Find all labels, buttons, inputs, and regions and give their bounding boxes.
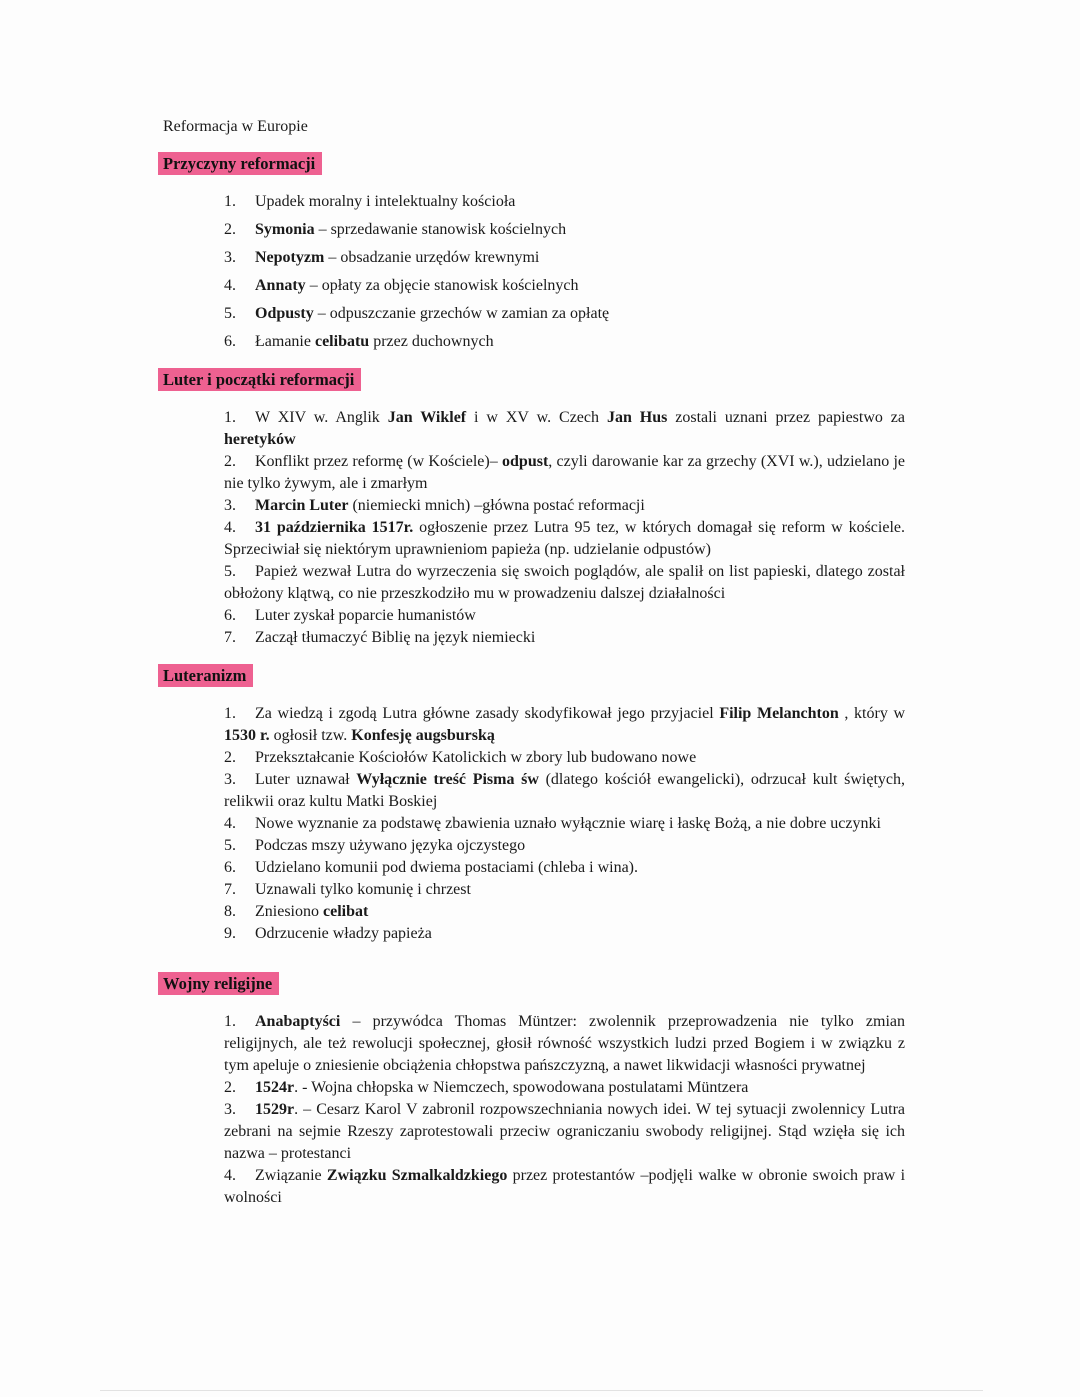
- list-item-text: Za wiedzą i zgodą Lutra główne zasady skodyfikował jego przyjaciel: [255, 705, 720, 722]
- list-item: [224, 517, 905, 561]
- list-item: [224, 703, 905, 747]
- list-item-text: – opłaty za objęcie stanowisk kościelnych: [305, 277, 579, 294]
- list-item-text: przez duchownych: [369, 333, 494, 350]
- list-item-text: , który w: [838, 705, 906, 722]
- list-item-text-bold: Symonia: [255, 221, 315, 238]
- list-item-text: Konflikt przez reformę (w Kościele)–: [255, 453, 503, 470]
- list-item-text: Luter uznawał: [255, 771, 357, 788]
- list-item-text: przez protestantów –podjęli walke w obronie swoich praw i wolności: [224, 1167, 906, 1206]
- list-item-text: (dlatego kościół ewangelicki), odrzucał kult świętych, relikwii oraz kultu Matki Boskiej: [224, 771, 906, 810]
- list-item-number: 4.: [224, 815, 236, 832]
- list-item: [224, 407, 905, 451]
- list-item: [224, 857, 905, 879]
- sections: [163, 152, 905, 1209]
- list-item-text-bold: 1530 r.: [224, 727, 270, 744]
- list-item-number: 2.: [224, 221, 236, 238]
- list-item: [224, 1077, 905, 1099]
- list-item: [224, 923, 905, 945]
- list-item: [224, 1011, 905, 1077]
- list-item-text: Podczas mszy używano języka ojczystego: [255, 837, 526, 854]
- list-item: [224, 813, 905, 835]
- document-section: [163, 152, 905, 353]
- list-item-text-bold: 1524r: [255, 1079, 295, 1096]
- list-item-text: (niemiecki mnich) –główna postać reformacji: [348, 497, 645, 514]
- list-item-number: 1.: [224, 409, 236, 426]
- list-item-number: 1.: [224, 193, 236, 210]
- list-item: [224, 1099, 905, 1165]
- list-item-number: 5.: [224, 837, 236, 854]
- document-section: [163, 972, 905, 1209]
- list-item: [224, 747, 905, 769]
- list-item-text: zostali uznani przez papiestwo za: [667, 409, 906, 426]
- list-item-text: Odrzucenie władzy papieża: [255, 925, 432, 942]
- list-item-number: 3.: [224, 771, 236, 788]
- section-heading-row: [163, 972, 905, 995]
- list-item-number: 5.: [224, 563, 236, 580]
- list-item: [224, 879, 905, 901]
- list-item-text-bold: Odpusty: [255, 305, 314, 322]
- list-item: [224, 275, 905, 297]
- list-item-number: 8.: [224, 903, 236, 920]
- list-item-text: Zniesiono: [255, 903, 323, 920]
- list-item: [224, 769, 905, 813]
- list-item-number: 2.: [224, 1079, 236, 1096]
- list-item-text: Udzielano komunii pod dwiema postaciami (chleba i wina).: [255, 859, 638, 876]
- list-item: [224, 191, 905, 213]
- list-item-text-bold: Marcin Luter: [255, 497, 349, 514]
- list-item-text-bold: heretyków: [224, 431, 296, 448]
- list-item-text-bold: 1529r: [255, 1101, 295, 1118]
- list-item-text-bold: Jan Wiklef: [387, 409, 467, 426]
- list-item-number: 2.: [224, 453, 236, 470]
- list-item-text-bold: odpust: [502, 453, 549, 470]
- list-item: [224, 835, 905, 857]
- numbered-list: [224, 1011, 905, 1209]
- list-item-text: . - Wojna chłopska w Niemczech, spowodowana postulatami Müntzera: [294, 1079, 749, 1096]
- document-section: [163, 368, 905, 649]
- list-item-text-bold: Związku Szmalkaldzkiego: [326, 1167, 508, 1184]
- list-item-text: – przywódca Thomas Müntzer: zwolennik przeprowadzenia nie tylko zmian religijnych, ale też rewolucji społecznej, głosił równość wszystkich ludzi przed Bogiem i w związku z tym apeluje o zniesienie obciążenia chłopstwa pańszczyzną, a nawet likwidacji własności prywatnej: [224, 1013, 905, 1074]
- list-item-text: Upadek moralny i intelektualny kościoła: [255, 193, 516, 210]
- list-item-text-bold: Konfesję augsburską: [351, 727, 495, 744]
- list-item-number: 4.: [224, 1167, 236, 1184]
- list-item-number: 2.: [224, 749, 236, 766]
- section-heading-row: [163, 368, 905, 391]
- list-item: [224, 901, 905, 923]
- list-item: [224, 561, 905, 605]
- section-heading: Wojny religijne: [158, 972, 279, 995]
- list-item-text: W XIV w. Anglik: [255, 409, 388, 426]
- list-item-text: – obsadzanie urzędów krewnymi: [324, 249, 540, 266]
- list-item-text-bold: 31 października 1517r.: [255, 519, 414, 536]
- list-item-number: 7.: [224, 629, 236, 646]
- section-heading-row: [163, 152, 905, 175]
- section-heading: Luteranizm: [158, 664, 253, 687]
- list-item: [224, 451, 905, 495]
- list-item: [224, 627, 905, 649]
- list-item: [224, 605, 905, 627]
- numbered-list: [224, 191, 905, 353]
- list-item-text: – sprzedawanie stanowisk kościelnych: [314, 221, 567, 238]
- list-item-number: 4.: [224, 277, 236, 294]
- section-heading-row: [163, 664, 905, 687]
- list-item-number: 6.: [224, 607, 236, 624]
- list-item: [224, 303, 905, 325]
- list-item-number: 3.: [224, 1101, 236, 1118]
- list-item-text-bold: Annaty: [255, 277, 306, 294]
- section-heading: Przyczyny reformacji: [158, 152, 322, 175]
- list-item-text: Łamanie: [255, 333, 315, 350]
- numbered-list: [224, 703, 905, 945]
- list-item-number: 9.: [224, 925, 236, 942]
- list-item-text: Związanie: [255, 1167, 327, 1184]
- numbered-list: [224, 407, 905, 649]
- list-item-text-bold: Filip Melanchton: [719, 705, 839, 722]
- page-break-line: [100, 1390, 983, 1391]
- list-item-number: 3.: [224, 497, 236, 514]
- list-item-number: 4.: [224, 519, 236, 536]
- list-item-number: 5.: [224, 305, 236, 322]
- list-item-text-bold: celibatu: [314, 333, 370, 350]
- list-item-text: ogłosił tzw.: [269, 727, 352, 744]
- list-item-text-bold: celibat: [323, 903, 369, 920]
- list-item-text: Nowe wyznanie za podstawę zbawienia uznało wyłącznie wiarę i łaskę Bożą, a nie dobre uczynki: [255, 815, 881, 832]
- list-item-text: Zaczął tłumaczyć Biblię na język niemiecki: [255, 629, 536, 646]
- list-item-text: Papież wezwał Lutra do wyrzeczenia się swoich poglądów, ale spalił on list papieski, dlatego został obłożony klątwą, co nie przeszkodziło mu w prowadzeniu dalszej działalności: [224, 563, 905, 602]
- list-item-text: Uznawali tylko komunię i chrzest: [255, 881, 471, 898]
- list-item-number: 6.: [224, 333, 236, 350]
- list-item-number: 3.: [224, 249, 236, 266]
- list-item: [224, 219, 905, 241]
- list-item-text: Luter zyskał poparcie humanistów: [255, 607, 476, 624]
- document-title: Reformacja w Europie: [163, 118, 308, 135]
- list-item-text-bold: Anabaptyści: [255, 1013, 341, 1030]
- list-item: [224, 331, 905, 353]
- document-section: [163, 664, 905, 945]
- list-item-text: ogłoszenie przez Lutra 95 tez, w których domagał się reform w kościele. Sprzeciwiał się niektórym uprawnieniom papieża (np. udzielanie odpustów): [224, 519, 906, 558]
- list-item: [224, 1165, 905, 1209]
- list-item-text-bold: Nepotyzm: [255, 249, 325, 266]
- section-heading: Luter i początki reformacji: [158, 368, 361, 391]
- list-item-text: Przekształcanie Kościołów Katolickich w zbory lub budowano nowe: [255, 749, 697, 766]
- list-item-number: 6.: [224, 859, 236, 876]
- list-item-text: . – Cesarz Karol V zabronil rozpowszechniania nowych idei. W tej sytuacji zwolennicy Lutra zebrani na sejmie Rzeszy zaprotestowali przeciw ograniczaniu swobody religijnej. Stąd wzięła się ich nazwa – protestanci: [224, 1101, 905, 1162]
- list-item-text: , czyli darowanie kar za grzechy (XVI w.), udzielano je nie tylko żywym, ale i zmarłym: [224, 453, 906, 492]
- list-item: [224, 247, 905, 269]
- list-item-text: i w XV w. Czech: [466, 409, 607, 426]
- list-item-number: 1.: [224, 1013, 236, 1030]
- list-item: [224, 495, 905, 517]
- list-item-number: 7.: [224, 881, 236, 898]
- list-item-number: 1.: [224, 705, 236, 722]
- list-item-text-bold: Jan Hus: [606, 409, 668, 426]
- list-item-text-bold: Wyłącznie treść Pisma św: [356, 771, 539, 788]
- list-item-text: – odpuszczanie grzechów w zamian za opłatę: [313, 305, 610, 322]
